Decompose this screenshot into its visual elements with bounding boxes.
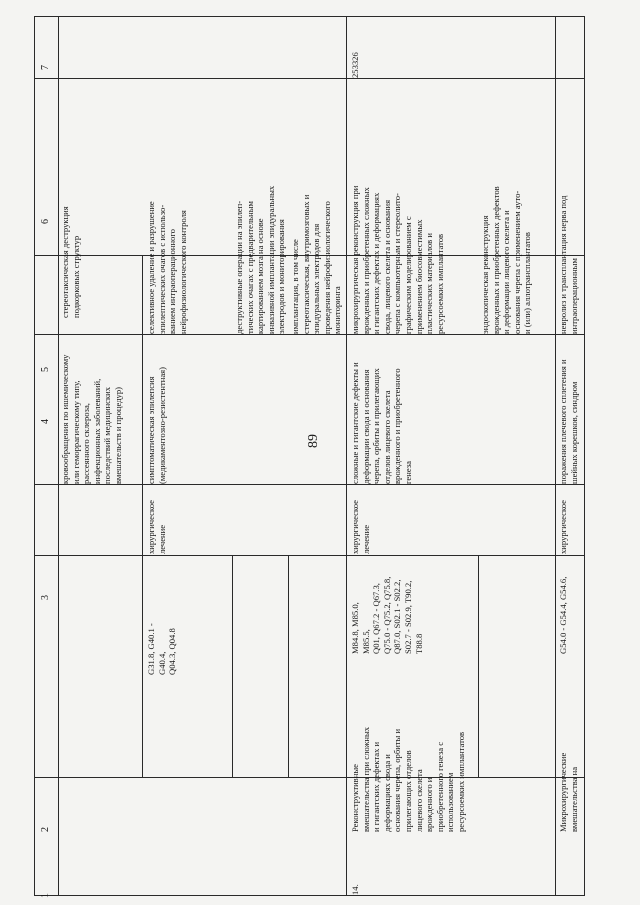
frame-left [34, 16, 35, 896]
next-col2: Микрохирургические вмешательства на [558, 752, 579, 832]
col-line-5-6 [34, 555, 584, 556]
col-header-6: 6 [40, 219, 51, 224]
cont-col6: стереотаксическая деструкция подкорковых структур [60, 206, 81, 318]
subrow-line-2 [288, 555, 289, 777]
epilepsy-col4: симптоматическая эпилепсия (медикаментозно-резистентная) [146, 367, 167, 484]
next-col3: G54.0 - G54.4, G54.6, [558, 576, 568, 654]
row-line-next [555, 16, 556, 896]
epilepsy-col5: хирургическое лечение [146, 500, 167, 554]
frame-right [584, 16, 585, 896]
next-col6: невролиз и трансплантация нерва под интраоперационным [558, 195, 579, 334]
page-number: 89 [306, 434, 321, 448]
row14-col3: M84.8, M85.0, M85.5, Q01, Q67.2 - Q67.3, Q75.0 - Q75.2, Q75.8, Q87.0, S02.1 - S02.2, S02.7 - S02.9, T90.2, T88.8 [350, 576, 424, 654]
header-band-line [58, 16, 59, 896]
col-header-4: 4 [40, 419, 51, 424]
cont-col4: кровообращения по ишемическому или геморрагическому типу, рассеянного склероза, инфекционных заболеваний, последствий медицинских вмешательств и процедур) [60, 354, 123, 484]
col-header-2: 2 [40, 827, 51, 832]
epilepsy-col6-item2: деструктивные операции на эпилеп- тических очагах с предварительным картированием мозга на основе инвазивной имплантации эпидуральных электродов и мониторирования [234, 185, 287, 334]
frame-bottom [34, 895, 584, 896]
col-line-6-7 [34, 777, 584, 778]
col-header-3: 3 [40, 595, 51, 600]
next-col5: хирургическое [558, 500, 568, 554]
epilepsy-col6-item1: селективное удаление и разрушение эпилептических очагов с использо- ванием интраоперационного нейрофизиологического контроля [146, 201, 188, 334]
row14-col6-item1: микрохирургическая реконструкция при врожденных и приобретенных сложных и гигантских дефектах и деформациях свода, лицевого скелета и основания черепа с компьютерным и стереолито- графическим моделированием с применением биосовместимых пластических материалов и ресурсоемких имплантатов [350, 185, 445, 334]
row14-col7: 253326 [350, 52, 360, 78]
subrow-line-1 [232, 555, 233, 777]
row14-col2: Реконструктивные вмешательства при сложных и гигантских дефектах и деформациях свода и основания черепа, орбиты и прилегающих отделов лицевого скелета врожденного и приобретенного генеза с использованием ресурсоемких имплантатов [350, 726, 466, 832]
epilepsy-col6-item3: имплантация, в том числе стереотаксическая, внутримозговых и эпидуральных электродов для проведения нейрофизиологического мониторинга [290, 194, 343, 334]
col-header-1: 1 [40, 893, 51, 898]
row-line-14 [346, 16, 347, 896]
col-line-3-4 [34, 334, 584, 335]
row14-col4: сложные и гигантские дефекты и деформации свода и основания черепа, орбиты и прилегающих отделов лицевого скелета врожденного и приобретенного генеза [350, 362, 413, 484]
row14-col5: хирургическое лечение [350, 500, 371, 554]
row-line-a [142, 255, 143, 777]
col-line-4-5 [34, 484, 584, 485]
col-header-7: 7 [40, 65, 51, 70]
frame-top [34, 16, 584, 17]
epilepsy-col3: G31.8, G40.1 - G40.4, Q04.3, Q04.8 [146, 623, 178, 675]
subrow-line-3 [478, 555, 479, 777]
next-col4: поражения плечевого сплетения и шейных корешков, синдром [558, 359, 579, 484]
row14-col6-item2: эндоскопическая реконструкция врожденных и приобретенных дефектов и деформации лицевого скелета и основания черепа с применением ауто- и (или) аллотрансплантатов [480, 186, 533, 334]
row14-num: 14. [350, 884, 360, 895]
col-line-1-2 [34, 78, 584, 79]
col-header-5: 5 [40, 367, 51, 372]
